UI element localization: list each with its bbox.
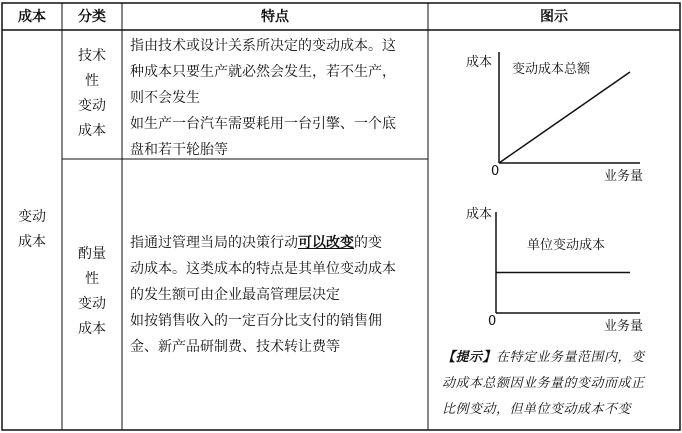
description-line: 动成本。这类成本的特点是其单位变动成本: [130, 261, 396, 277]
hint-note: [442, 345, 678, 423]
origin-label: 0: [488, 314, 497, 329]
hint-line: 比例变动，但单位变动成本不变: [442, 402, 632, 417]
header-cost: 成本: [18, 9, 46, 25]
header-category: 分类: [78, 9, 106, 25]
header-features: 特点: [261, 9, 289, 25]
description-line: 金、新产品研制费、技术转让费等: [130, 339, 340, 355]
series-line: [499, 72, 630, 163]
category-line: 成本: [78, 123, 106, 139]
origin-label: 0: [491, 164, 500, 179]
x-axis-label: 业务量: [604, 169, 644, 184]
hint-label: 【提示】: [442, 350, 497, 365]
hint-line: [442, 345, 678, 371]
description-line: 则不会发生: [130, 90, 200, 106]
description-line: 种成本只要生产就必然会发生，若不生产，: [130, 64, 396, 80]
description-line: 的发生额可由企业最高管理层决定: [130, 287, 340, 303]
category-line: 变动: [78, 296, 106, 312]
y-axis-label: 成本: [466, 207, 493, 222]
description-text: 指通过管理当局的决策行动: [130, 235, 298, 251]
hint-text: 在特定业务量范围内，变: [496, 350, 645, 365]
y-axis-label: 成本: [466, 55, 493, 70]
category-line: 酌量: [78, 246, 106, 262]
category-line: 性: [85, 73, 99, 89]
description-line: 指由技术或设计关系所决定的变动成本。这: [130, 38, 396, 54]
x-axis-label: 业务量: [604, 319, 644, 334]
chart-title: 变动成本总额: [512, 62, 591, 77]
header-diagram: 图示: [540, 9, 568, 25]
hint-line: 动成本总额因业务量的变动而成正: [442, 376, 645, 391]
description-text: 的变: [354, 235, 382, 251]
category-line: 性: [85, 271, 99, 287]
category-line: 变动: [78, 98, 106, 114]
chart-title: 单位变动成本: [527, 238, 606, 253]
description-line: 如按销售收入的一定百分比支付的销售佣: [130, 313, 382, 329]
emphasis-text: 可以改变: [298, 235, 354, 251]
description-line: 如生产一台汽车需要耗用一台引擎、一个底: [130, 116, 396, 132]
category-line: 成本: [78, 321, 106, 337]
category-line: 技术: [78, 48, 106, 64]
cost-name-line: 变动: [18, 209, 46, 225]
description-line: 盘和若干轮胎等: [130, 142, 228, 158]
cost-name-line: 成本: [18, 234, 46, 250]
